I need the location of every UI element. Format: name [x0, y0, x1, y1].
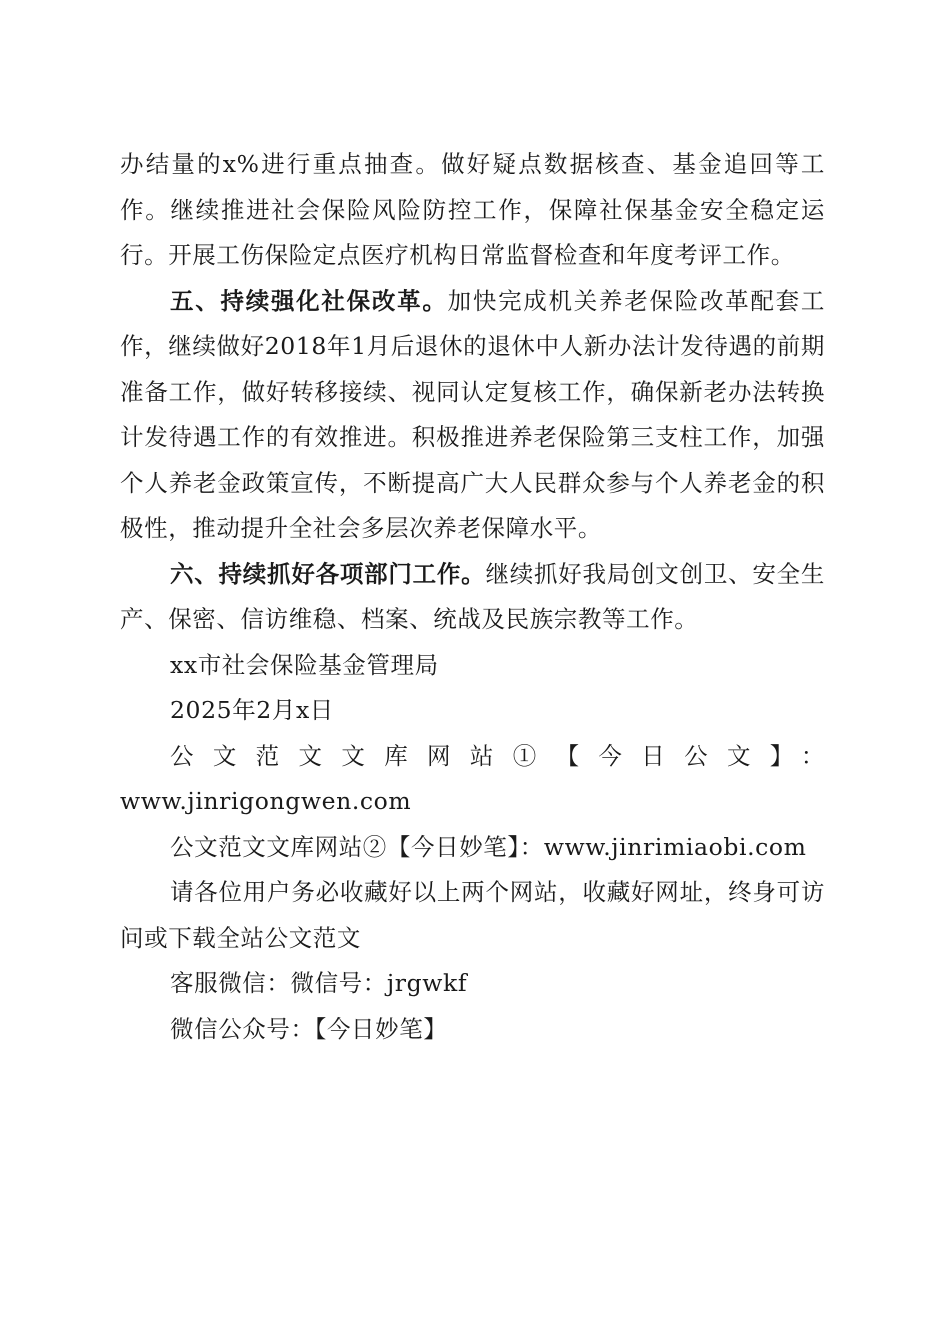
document-body: [120, 142, 825, 1052]
footer-official-account: [120, 1007, 825, 1053]
footer-official-account-text: 微信公众号：【今日妙笔】: [170, 1014, 448, 1043]
paragraph-continued-text: 办结量的x%进行重点抽查。做好疑点数据核查、基金追回等工作。继续推进社会保险风险防控工作，保障社保基金安全稳定运行。开展工伤保险定点医疗机构日常监督检查和年度考评工作。: [120, 150, 825, 269]
footer-site-1-url: [120, 779, 825, 825]
paragraph-continued: [120, 142, 825, 279]
signature-date: [120, 688, 825, 734]
footer-notice-text: 请各位用户务必收藏好以上两个网站，收藏好网址，终身可访问或下载全站公文范文: [120, 878, 825, 952]
footer-site-1-label: [120, 734, 825, 780]
footer-site-2-text[interactable]: 公文范文文库网站②【今日妙笔】：www.jinrimiaobi.com: [170, 832, 807, 861]
footer-service-text: 客服微信：微信号：jrgwkf: [170, 969, 468, 997]
section-6-heading: 六、持续抓好各项部门工作。: [170, 559, 486, 588]
footer-site-1-label-text: 公文范文文库网站①【今日公文】：: [170, 741, 825, 770]
signature-org: [120, 643, 825, 689]
footer-notice: [120, 870, 825, 961]
footer-service: [120, 961, 825, 1007]
footer-site-2: [120, 825, 825, 871]
paragraph-section-6: [120, 552, 825, 643]
signature-date-text: 2025年2月x日: [170, 696, 334, 724]
footer-site-1-link[interactable]: www.jinrigongwen.com: [120, 787, 412, 815]
section-5-body: 加快完成机关养老保险改革配套工作，继续做好2018年1月后退休的退休中人新办法计发待遇的前期准备工作，做好转移接续、视同认定复核工作，确保新老办法转换计发待遇工作的有效推进。积极推进养老保险第三支柱工作，加强个人养老金政策宣传，不断提高广大人民群众参与个人养老金的积极性，推动提升全社会多层次养老保障水平。: [120, 286, 825, 542]
paragraph-section-5: [120, 279, 825, 552]
section-6-body: 继续抓好我局创文创卫、安全生产、保密、信访维稳、档案、统战及民族宗教等工作。: [120, 559, 825, 633]
signature-org-text: xx市社会保险基金管理局: [170, 650, 439, 679]
section-5-heading: 五、持续强化社保改革。: [170, 286, 448, 315]
